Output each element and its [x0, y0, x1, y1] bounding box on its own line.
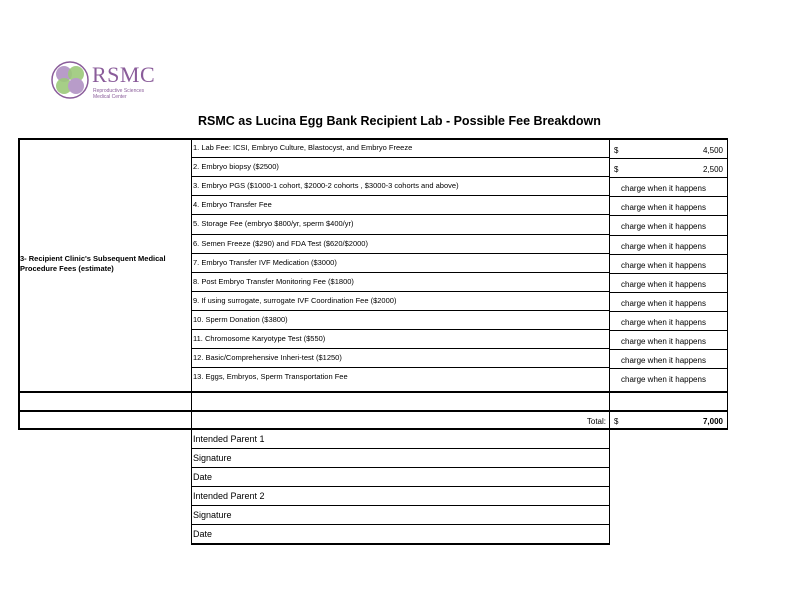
charge-row-divider — [609, 292, 728, 293]
total-row-bottom-border — [18, 428, 728, 430]
charge-row-divider — [609, 158, 728, 159]
charge-row-divider — [609, 368, 728, 369]
fee-charge-note: charge when it happens — [621, 222, 706, 232]
signature-row-divider — [191, 448, 610, 449]
fee-row-divider — [191, 157, 609, 158]
section-label: 3- Recipient Clinic's Subsequent Medical Procedure Fees (estimate) — [20, 254, 166, 273]
column-divider-2 — [609, 138, 610, 544]
fee-dollar-sign: $ — [614, 146, 619, 155]
fee-charge-note: charge when it happens — [621, 279, 706, 289]
fee-charge-note: charge when it happens — [621, 298, 706, 308]
page-title: RSMC as Lucina Egg Bank Recipient Lab - Possible Fee Breakdown — [198, 114, 601, 128]
fee-row-divider — [191, 291, 609, 292]
charge-row-divider — [609, 215, 728, 216]
signature-row-divider — [191, 505, 610, 506]
fee-charge-note: charge when it happens — [621, 337, 706, 346]
fee-charge-note: charge when it happens — [621, 356, 706, 366]
signature-field-label: Signature — [193, 453, 232, 463]
signature-field-label: Date — [193, 529, 213, 539]
signature-block-bottom-border — [191, 543, 610, 545]
fee-row-divider — [191, 214, 609, 215]
total-label: Total: — [586, 417, 606, 426]
table-border-top — [18, 138, 728, 140]
logo-subtitle-1: Reproductive Sciences — [93, 88, 145, 94]
fee-item-label: 11. Chromosome Karyotype Test ($550) — [193, 334, 326, 343]
fee-section-bottom-border — [18, 391, 728, 393]
signature-field-label: Intended Parent 2 — [193, 491, 265, 501]
fee-item-label: 12. Basic/Comprehensive Inheri-test ($1250) — [193, 353, 342, 363]
fee-amount: 2,500 — [702, 165, 723, 175]
fee-item-label: 4. Embryo Transfer Fee — [193, 200, 272, 210]
charge-row-divider — [609, 349, 728, 350]
total-amount: 7,000 — [702, 417, 723, 426]
fee-charge-note: charge when it happens — [621, 241, 706, 251]
signature-field-label: Date — [193, 472, 213, 482]
fee-item-label: 8. Post Embryo Transfer Monitoring Fee ($1800) — [193, 276, 354, 286]
fee-row-divider — [191, 176, 609, 177]
fee-row-divider — [191, 310, 609, 311]
fee-item-label: 10. Sperm Donation ($3800) — [193, 314, 288, 324]
fee-charge-note: charge when it happens — [621, 203, 706, 213]
fee-amount: 4,500 — [702, 146, 723, 155]
column-divider-1 — [191, 138, 192, 544]
fee-charge-note: charge when it happens — [621, 260, 706, 270]
signature-field-label: Intended Parent 1 — [193, 434, 265, 444]
table-border-left — [18, 138, 20, 429]
charge-row-divider — [609, 235, 728, 236]
fee-dollar-sign: $ — [614, 165, 619, 175]
fee-item-label: 2. Embryo biopsy ($2500) — [193, 162, 279, 172]
fee-item-label: 13. Eggs, Embryos, Sperm Transportation Fee — [193, 372, 348, 382]
fee-charge-note: charge when it happens — [621, 184, 706, 194]
fee-charge-note: charge when it happens — [621, 317, 706, 327]
charge-row-divider — [609, 330, 728, 331]
total-dollar-sign: $ — [614, 417, 619, 426]
charge-row-divider — [609, 196, 728, 197]
fee-row-divider — [191, 329, 609, 330]
blank-row-bottom-border — [18, 410, 728, 412]
charge-row-divider — [609, 273, 728, 274]
fee-item-label: 7. Embryo Transfer IVF Medication ($3000) — [193, 257, 337, 267]
logo-name: RSMC — [92, 62, 156, 87]
fee-row-divider — [191, 234, 609, 235]
fee-item-label: 1. Lab Fee: ICSI, Embryo Culture, Blastocyst, and Embryo Freeze — [193, 143, 413, 152]
fee-item-label: 3. Embryo PGS ($1000-1 cohort, $2000-2 cohorts , $3000-3 cohorts and above) — [193, 181, 459, 191]
fee-row-divider — [191, 253, 609, 254]
fee-charge-note: charge when it happens — [621, 375, 706, 385]
signature-field-label: Signature — [193, 510, 232, 520]
charge-row-divider — [609, 311, 728, 312]
fee-item-label: 5. Storage Fee (embryo $800/yr, sperm $400/yr) — [193, 219, 354, 229]
fee-row-divider — [191, 195, 609, 196]
signature-row-divider — [191, 524, 610, 525]
fee-item-label: 6. Semen Freeze ($290) and FDA Test ($620/$2000) — [193, 238, 368, 248]
charge-row-divider — [609, 177, 728, 178]
fee-row-divider — [191, 367, 609, 368]
fee-item-label: 9. If using surrogate, surrogate IVF Coordination Fee ($2000) — [193, 295, 397, 305]
signature-row-divider — [191, 467, 610, 468]
rsmc-logo — [50, 60, 170, 102]
logo-circles-icon — [50, 60, 90, 100]
fee-row-divider — [191, 348, 609, 349]
charge-row-divider — [609, 254, 728, 255]
fee-row-divider — [191, 272, 609, 273]
table-border-right — [727, 138, 729, 430]
signature-row-divider — [191, 486, 610, 487]
logo-subtitle-2: Medical Center — [93, 94, 127, 100]
